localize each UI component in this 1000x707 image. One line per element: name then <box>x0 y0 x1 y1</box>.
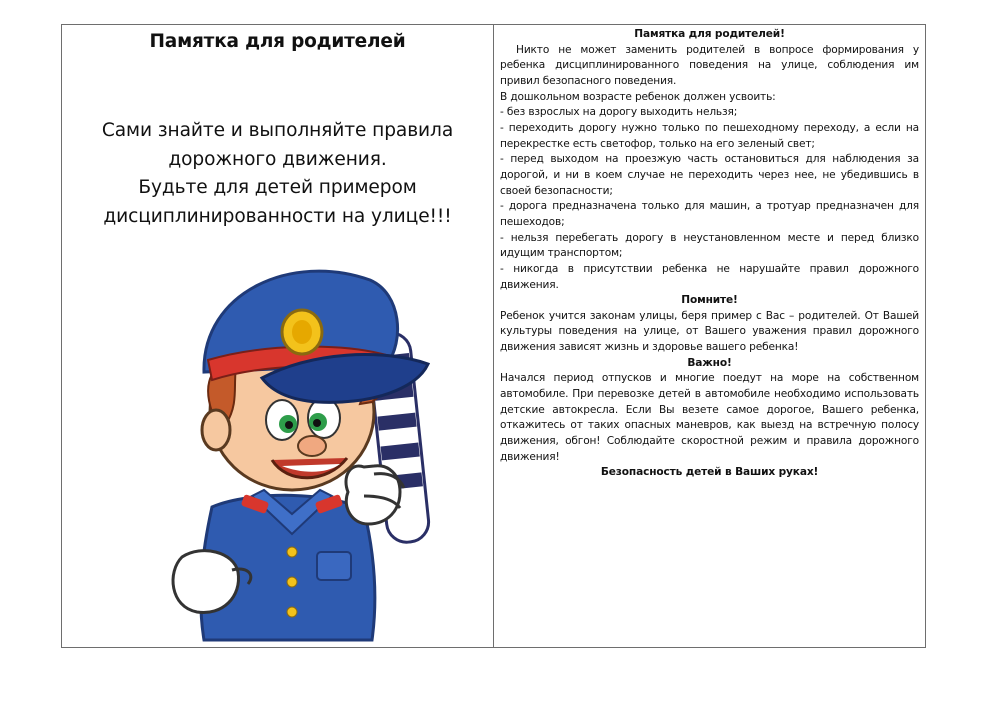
left-title: Памятка для родителей <box>149 31 406 52</box>
left-panel <box>62 25 494 647</box>
leaflet-sheet <box>61 24 926 648</box>
rule-item: - перед выходом на проезжую часть остановиться для наблюдения за дорогой, и ни в коем случае не переходить через нее, не убедившись в своей безопасности; <box>500 153 919 197</box>
rule-item: - нельзя перебегать дорогу в неустановленном месте и перед близко идущим транспортом; <box>500 231 919 260</box>
closing-line: Безопасность детей в Ваших руках! <box>600 466 819 479</box>
important-paragraph: Начался период отпусков и многие поедут на море на собственном автомобиле. При перевозке детей в автомобиле необходимо использовать детские автокресла. Если Вы везете самое дорогое, Вашего ребенка, откажитесь от таких опасных маневров, как выезд на встречную полосу движения, обгон! Соблюдайте скоростной режим и правила дорожного движения! <box>500 372 919 463</box>
cap-badge-icon <box>282 310 322 354</box>
remember-heading: Помните! <box>681 294 738 307</box>
rule-item: - без взрослых на дорогу выходить нельзя; <box>500 106 738 119</box>
slogan-line: Сами знайте и выполняйте правила <box>101 120 454 141</box>
memo-title: Памятка для родителей! <box>634 28 785 40</box>
rule-item: - никогда в присутствии ребенка не нарушайте правил дорожного движения. <box>500 262 919 291</box>
slogan <box>62 117 493 231</box>
rule-item: - дорога предназначена только для машин, а тротуар предназначен для пешеходов; <box>500 200 919 228</box>
right-panel <box>494 25 925 647</box>
rule-item: - переходить дорогу нужно только по пешеходному переходу, а если на перекрестке есть светофор, только на его зеленый свет; <box>500 121 919 150</box>
remember-paragraph: Ребенок учится законам улицы, беря пример с Вас – родителей. От Вашей культуры поведения на улице, от Вашего уважения правил дорожного движения зависят жизнь и здоровье вашего ребенка! <box>500 309 919 354</box>
traffic-policeman-illustration <box>142 252 442 648</box>
important-heading: Важно! <box>687 356 732 369</box>
intro-paragraph: Никто не может заменить родителей в вопросе формирования у ребенка дисциплинированного поведения на улице, соблюдения им привил безопасного поведения. <box>500 43 919 87</box>
slogan-line: дисциплинированности на улице!!! <box>103 205 452 227</box>
slogan-line: Будьте для детей примером <box>138 177 417 198</box>
slogan-line: дорожного движения. <box>168 148 387 170</box>
list-heading: В дошкольном возрасте ребенок должен усвоить: <box>500 90 776 103</box>
